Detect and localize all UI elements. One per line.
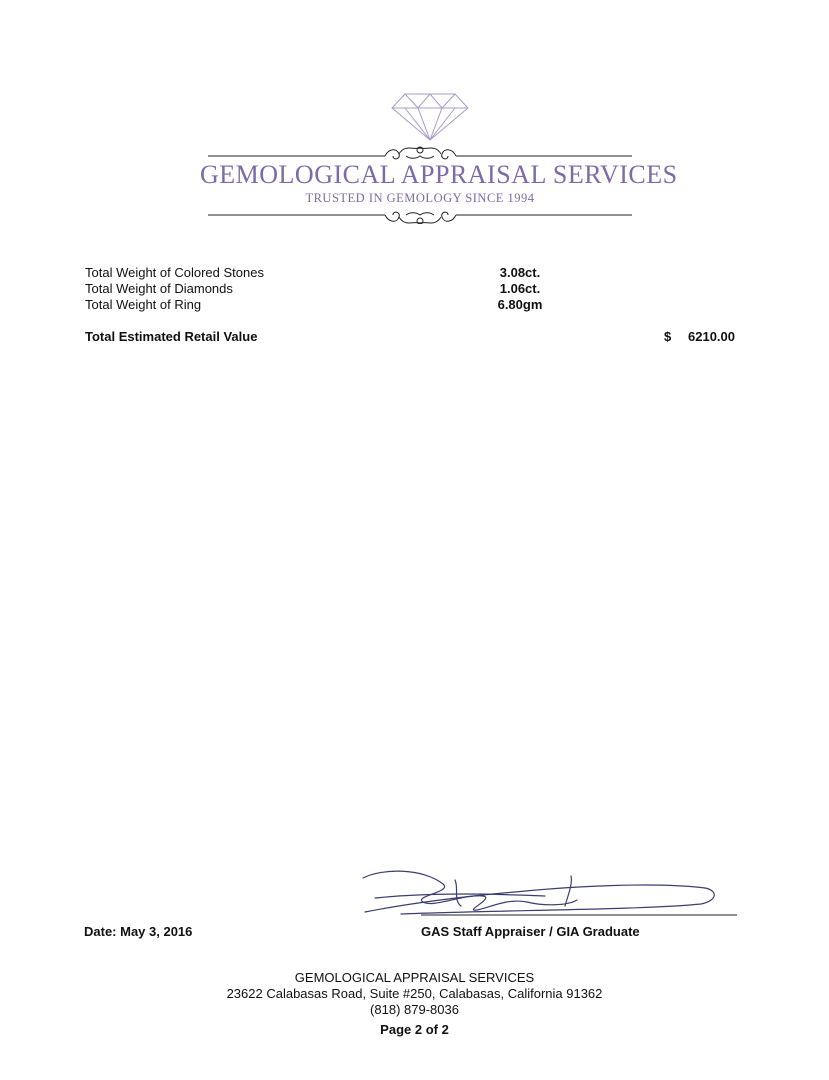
- footer-address: 23622 Calabasas Road, Suite #250, Calabasas, California 91362: [226, 986, 603, 1001]
- brand-tagline: TRUSTED IN GEMOLOGY SINCE 1994: [305, 191, 535, 205]
- total-amount: 6210.00: [688, 329, 735, 344]
- total-retail-value-row: [85, 328, 737, 346]
- weight-row-diamonds: [85, 281, 545, 297]
- footer-company: GEMOLOGICAL APPRAISAL SERVICES: [294, 970, 535, 985]
- weight-row-colored-stones: [85, 265, 545, 281]
- footer-phone: (818) 879-8036: [370, 1002, 459, 1017]
- weight-label: Total Weight of Diamonds: [85, 281, 233, 296]
- weight-value: 3.08ct.: [499, 265, 541, 280]
- weight-row-ring: [85, 297, 545, 313]
- currency-symbol: $: [664, 329, 672, 344]
- appraisal-date: Date: May 3, 2016: [84, 924, 193, 939]
- weight-label: Total Weight of Colored Stones: [85, 265, 264, 280]
- page-footer: [0, 970, 829, 1038]
- weight-value: 1.06ct.: [499, 281, 541, 296]
- appraiser-signature: [355, 862, 740, 924]
- page-number: Page 2 of 2: [380, 1022, 449, 1037]
- weight-label: Total Weight of Ring: [85, 297, 202, 312]
- appraiser-title: GAS Staff Appraiser / GIA Graduate: [421, 924, 640, 939]
- weight-summary: [85, 265, 545, 313]
- weight-value: 6.80gm: [497, 297, 543, 312]
- company-logo: [200, 88, 678, 224]
- total-label: Total Estimated Retail Value: [85, 329, 258, 344]
- brand-name: GEMOLOGICAL APPRAISAL SERVICES: [200, 160, 678, 189]
